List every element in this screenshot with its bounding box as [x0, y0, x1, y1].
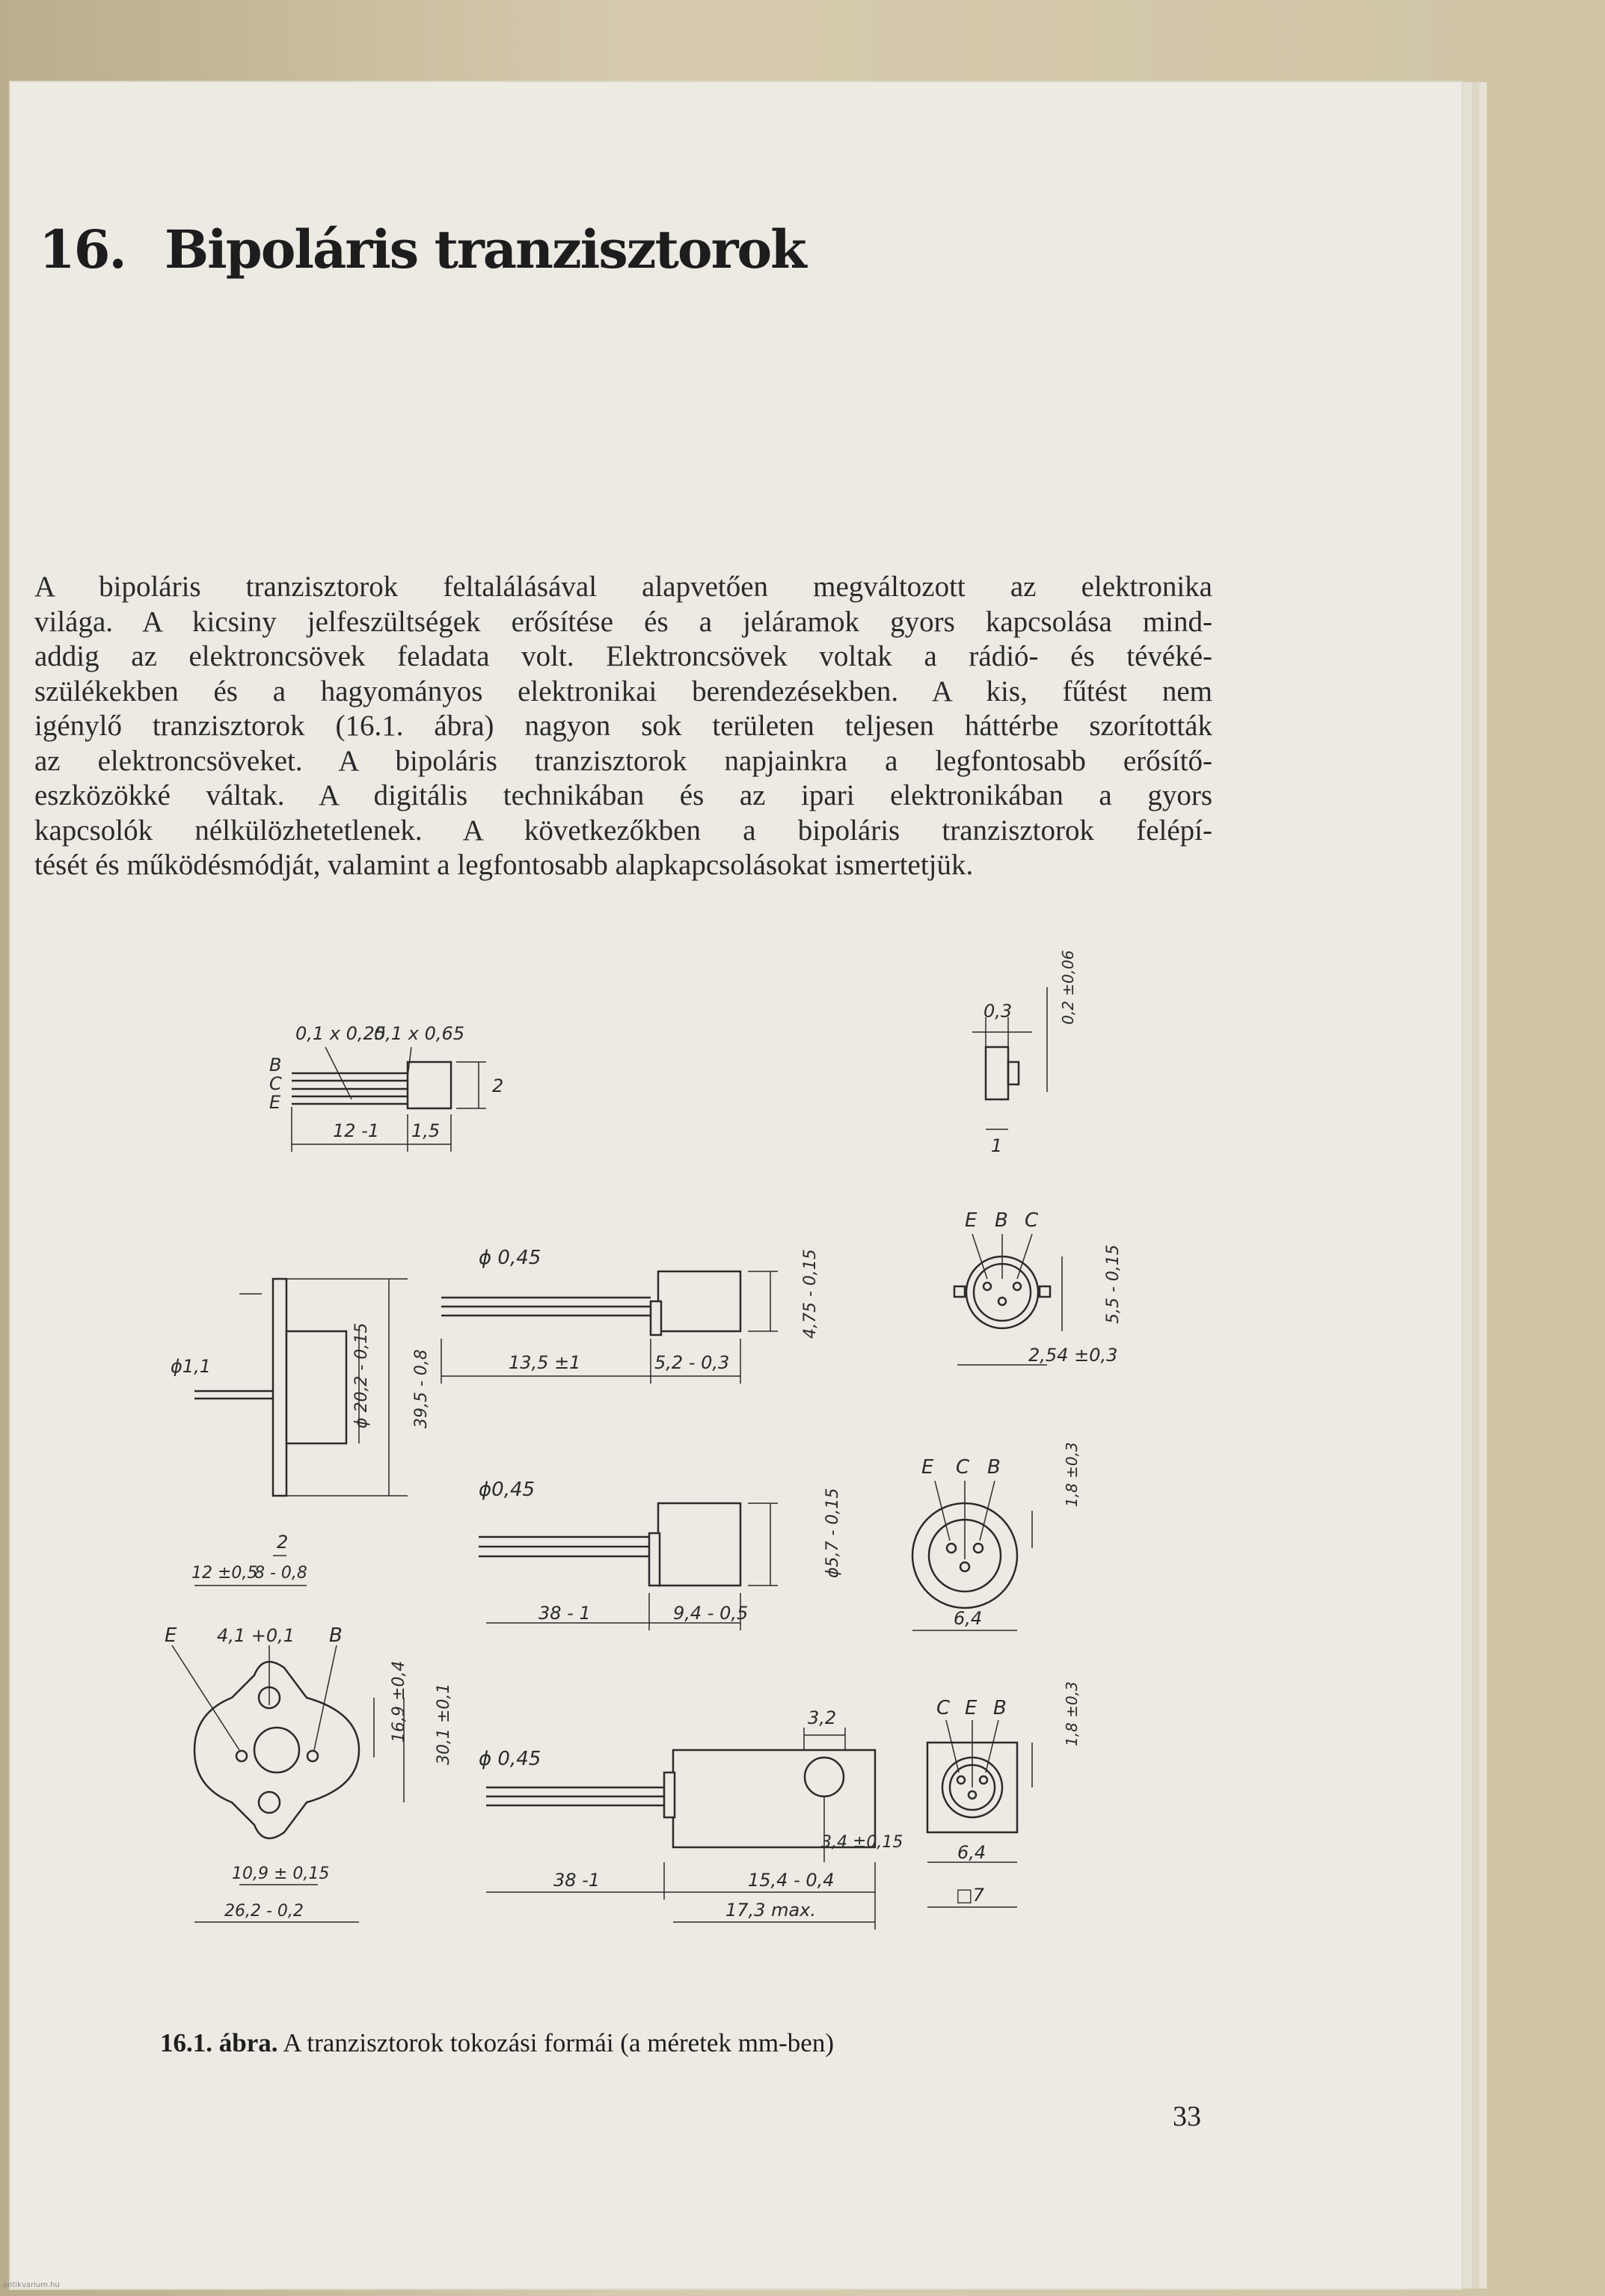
dim-d2-lead-diameter: ϕ 0,45 — [479, 1247, 541, 1269]
pin-label-c: C — [1025, 1209, 1039, 1232]
dim-d6-total: 17,3 max. — [725, 1900, 816, 1921]
dim-d2p-pitch: 2,54 ±0,3 — [1028, 1345, 1118, 1366]
body-line: A bipoláris tranzisztorok feltalálásával alapvetően megváltozott az elektronika — [34, 571, 1212, 603]
dim-d2-height: 4,75 - 0,15 — [801, 1249, 820, 1339]
body-line: igénylő tranzisztorok (16.1. ábra) nagyon sok területen teljesen háttérbe szorították — [34, 710, 1212, 742]
body-line: az elektroncsöveket. A bipoláris tranzisztorok napjainkra a legfontosabb erősítő- — [34, 744, 1212, 777]
dim-d5-top: 4,1 +0,1 — [217, 1625, 295, 1646]
package-flat-side-view — [292, 1047, 486, 1152]
dim-d5-height1: 16,9 ±0,4 — [390, 1660, 408, 1743]
dim-d6p-width: 6,4 — [957, 1842, 986, 1863]
dim-d3-len1: 12 ±0,5 — [191, 1564, 258, 1583]
body-line: tését és működésmódját, valamint a legfontosabb alapkapcsolásokat ismertetjük. — [34, 849, 974, 881]
dim-d4-lead-diameter: ϕ0,45 — [479, 1479, 535, 1501]
dim-d1s-thickness: 0,2 ±0,06 — [1059, 950, 1077, 1025]
dim-d1-lead1: 0,1 x 0,25 — [295, 1023, 387, 1044]
dim-d3-diameter: ϕ 20,2 - 0,15 — [352, 1322, 371, 1428]
dim-d6-width: 3,2 — [808, 1707, 837, 1728]
dim-d5-width1: 10,9 ± 0,15 — [232, 1864, 330, 1883]
body-line: világa. A kicsiny jelfeszültségek erősítése és a jeláramok gyors kapcsolása mind- — [34, 605, 1212, 638]
dim-d1s-base: 1 — [991, 1135, 1003, 1156]
chapter-number: 16. — [39, 218, 126, 280]
dim-d3-height: 39,5 - 0,8 — [412, 1349, 431, 1428]
pin-label-b: B — [269, 1055, 282, 1075]
dim-d3-len2: 8 - 0,8 — [254, 1564, 307, 1583]
dim-d1s-width: 0,3 — [983, 1001, 1013, 1022]
dim-d3-lead-diameter: ϕ1,1 — [171, 1356, 211, 1377]
dim-d6-len2: 15,4 - 0,4 — [748, 1870, 835, 1891]
dim-d4-height: ϕ5,7 - 0,15 — [823, 1488, 842, 1578]
page-number: 33 — [1173, 2101, 1201, 2132]
dim-d6-spacing: 3,4 ±0,15 — [821, 1833, 903, 1852]
pin-label-c: C — [956, 1456, 970, 1479]
dim-d1-lead2: 0,1 x 0,65 — [374, 1023, 465, 1044]
chapter-heading — [39, 218, 805, 280]
dim-d4p-width: 6,4 — [954, 1608, 983, 1629]
pin-label-e: E — [965, 1209, 978, 1232]
pin-label-c: C — [269, 1073, 282, 1094]
dim-d6-len1: 38 -1 — [553, 1870, 601, 1891]
dim-d6p-height: 1,8 ±0,3 — [1063, 1681, 1081, 1746]
dim-d6p-square: □7 — [956, 1885, 984, 1906]
dim-d1-height: 2 — [492, 1075, 504, 1096]
figure-caption-label: 16.1. ábra. — [160, 2028, 278, 2057]
pin-label-e: E — [921, 1456, 934, 1479]
package-rectangular-pin-view — [927, 1720, 1032, 1907]
pin-label-b: B — [993, 1697, 1007, 1719]
page-edge — [1461, 120, 1476, 2274]
dim-d4-len2: 9,4 - 0,5 — [673, 1603, 749, 1624]
body-line: szülékekben és a hagyományos elektronikai berendezésekben. A kis, fűtést nem — [34, 675, 1212, 707]
body-line: kapcsolók nélkülözhetetlenek. A következőkben a bipoláris tranzisztorok felépí- — [34, 814, 1212, 847]
dim-d5-height2: 30,1 ±0,1 — [435, 1683, 453, 1765]
dim-d1-len1: 12 -1 — [333, 1120, 380, 1141]
body-paragraph — [34, 570, 1212, 883]
figure-caption-text: A tranzisztorok tokozási formái (a méretek mm-ben) — [277, 2028, 834, 2057]
pin-label-e: E — [165, 1624, 177, 1647]
dim-d6-lead-diameter: ϕ 0,45 — [479, 1748, 541, 1770]
pin-label-e: E — [965, 1697, 978, 1719]
pin-label-b: B — [995, 1209, 1008, 1232]
body-line: eszközökké váltak. A digitális technikában és az ipari elektronikában a gyors — [34, 779, 1212, 811]
dim-d5-width2: 26,2 - 0,2 — [224, 1902, 304, 1921]
chapter-title: Bipoláris tranzisztorok — [165, 218, 805, 280]
pin-label-b: B — [329, 1624, 343, 1647]
dim-d4-len1: 38 - 1 — [538, 1603, 591, 1624]
body-line: addig az elektroncsövek feladata volt. Elektroncsövek voltak a rádió- és tévéké- — [34, 640, 1212, 672]
package-flange-side-view — [194, 1279, 408, 1586]
figure-caption — [160, 2028, 834, 2058]
pin-label-e: E — [269, 1092, 281, 1113]
dim-d2-len1: 13,5 ±1 — [509, 1352, 581, 1373]
dim-d4p-height: 1,8 ±0,3 — [1063, 1442, 1081, 1507]
package-rectangular-side-view — [486, 1728, 875, 1930]
dim-d2p-height: 5,5 - 0,15 — [1104, 1244, 1123, 1324]
dim-d3-thickness: 2 — [277, 1532, 289, 1553]
pin-label-b: B — [987, 1456, 1001, 1479]
pin-label-c: C — [936, 1697, 951, 1719]
watermark: antikvarium.hu — [3, 2281, 60, 2289]
dim-d1-len2: 1,5 — [411, 1120, 441, 1141]
transistor-package-figure — [150, 950, 1123, 2004]
dim-d2-len2: 5,2 - 0,3 — [654, 1352, 730, 1373]
